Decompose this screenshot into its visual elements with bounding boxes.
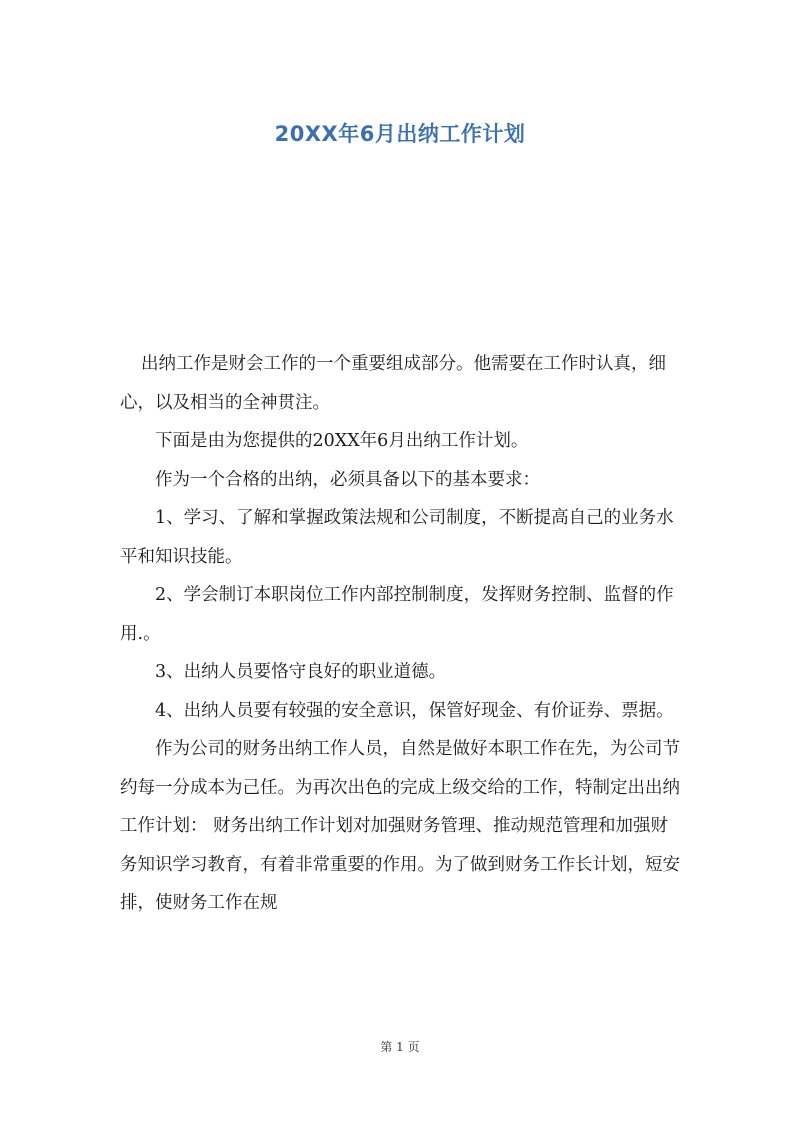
paragraph-lead: 下面是由为您提供的20XX年6月出纳工作计划。	[155, 431, 529, 451]
document-body	[120, 345, 680, 923]
paragraph-requirement-4: 4、出纳人员要有较强的安全意识，保管好现金、有价证券、票据。	[155, 700, 674, 721]
paragraph-requirement-3: 3、出纳人员要恪守良好的职业道德。	[155, 662, 447, 682]
page-title: 20XX年6月出纳工作计划	[274, 122, 526, 146]
paragraph-requirement-2: 2、学会制订本职岗位工作内部控制制度，发挥财务控制、监督的作用.。	[120, 585, 674, 644]
paragraph-plan: 作为公司的财务出纳工作人员，自然是做好本职工作在先，为公司节约每一分成本为己任。为再次出色的完成上级交给的工作，特制定出出纳工作计划： 财务出纳工作计划对加强财务管理、推动规范管理和加强财务知识学习教育，有着非常重要的作用。为了做到财务工作长计划，短安排，使财务工作在规	[120, 739, 680, 913]
paragraph-requirement-1: 1、学习、了解和掌握政策法规和公司制度，不断提高自己的业务水平和知识技能。	[120, 508, 674, 567]
page-number: 第 1 页	[380, 1040, 420, 1054]
paragraph-requirements-heading: 作为一个合格的出纳，必须具备以下的基本要求：	[155, 469, 540, 490]
paragraph-intro: 出纳工作是财会工作的一个重要组成部分。他需要在工作时认真，细心，以及相当的全神贯注。	[120, 354, 666, 413]
